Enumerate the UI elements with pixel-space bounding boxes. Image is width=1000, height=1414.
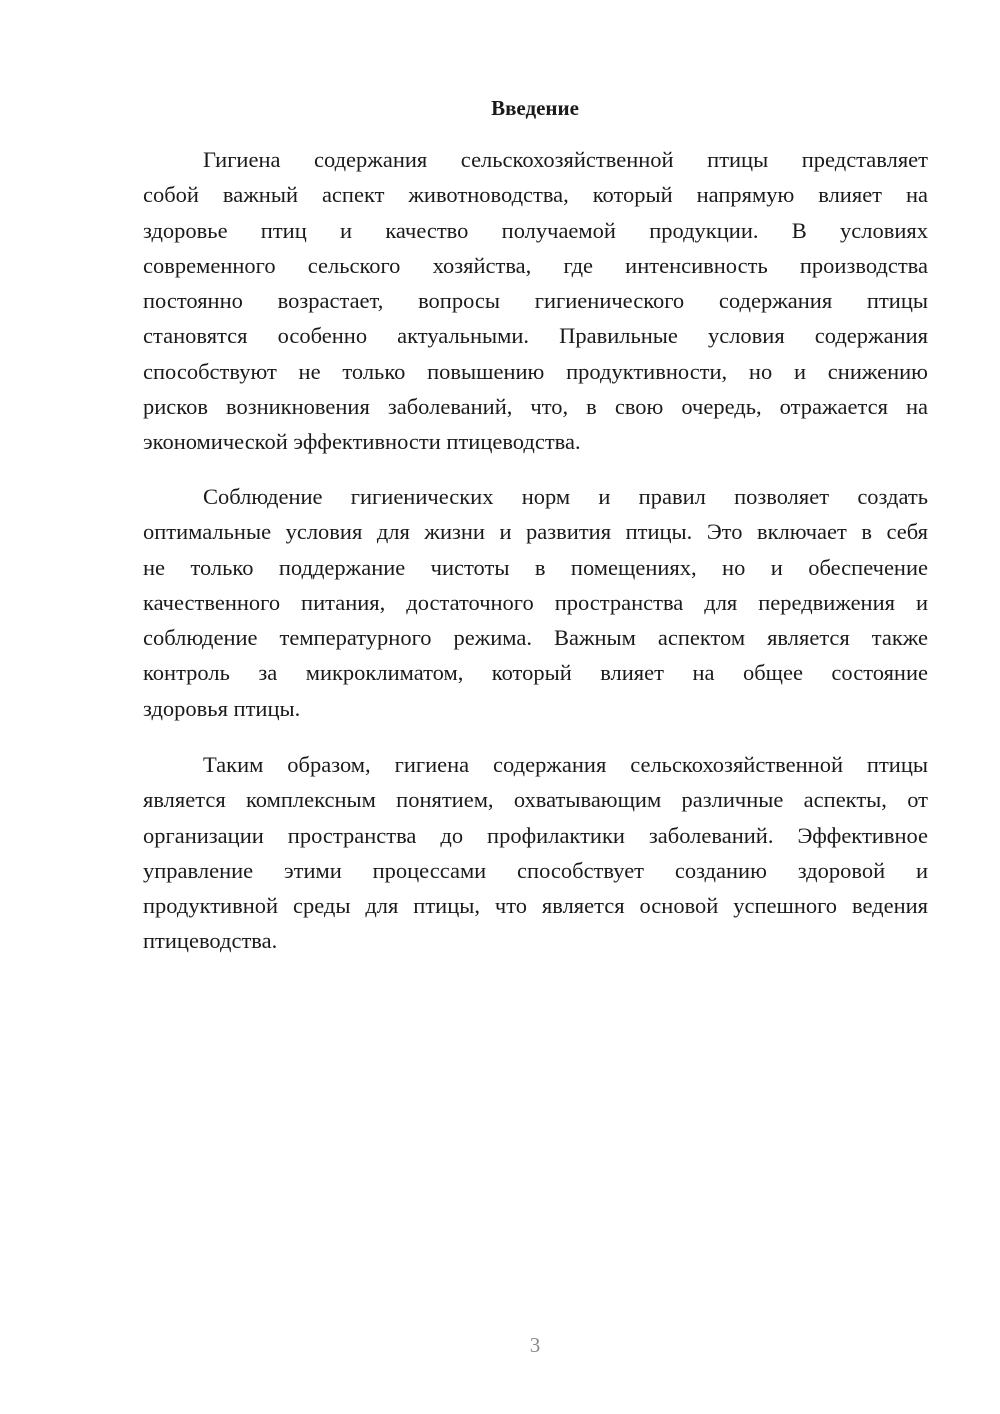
text-line: Таким образом, гигиена содержания сельскохозяйственной птицы [203, 752, 928, 777]
text-line: Соблюдение гигиенических норм и правил позволяет создать [203, 484, 928, 509]
text-line: управление этими процессами способствует созданию здоровой и [143, 857, 928, 883]
text-line: экономической эффективности птицеводства. [143, 429, 581, 455]
text-line: организации пространства до профилактики заболеваний. Эффективное [143, 822, 928, 848]
text-line: способствуют не только повышению продуктивности, но и снижению [143, 358, 928, 384]
paragraph-2 [143, 479, 928, 726]
text-line: контроль за микроклиматом, который влияет на общее состояние [143, 660, 928, 686]
section-heading: Введение [491, 96, 579, 120]
text-line: становятся особенно актуальными. Правильные условия содержания [143, 323, 928, 349]
text-line: постоянно возрастает, вопросы гигиенического содержания птицы [143, 288, 928, 314]
paragraph-1 [143, 142, 928, 460]
text-line: птицеводства. [143, 928, 278, 954]
text-line: не только поддержание чистоты в помещениях, но и обеспечение [143, 554, 928, 580]
paragraph-3 [143, 747, 928, 959]
page-number: 3 [529, 1333, 541, 1357]
text-line: современного сельского хозяйства, где интенсивность производства [143, 252, 928, 278]
text-line: рисков возникновения заболеваний, что, в свою очередь, отражается на [143, 394, 928, 420]
text-line: является комплексным понятием, охватывающим различные аспекты, от [143, 787, 928, 813]
text-line: качественного питания, достаточного пространства для передвижения и [143, 589, 928, 615]
text-line: оптимальные условия для жизни и развития птицы. Это включает в себя [143, 519, 928, 545]
text-line: продуктивной среды для птицы, что является основой успешного ведения [143, 893, 928, 919]
text-line: Гигиена содержания сельскохозяйственной птицы представляет [203, 147, 928, 172]
text-line: соблюдение температурного режима. Важным аспектом является также [143, 625, 928, 651]
text-line: собой важный аспект животноводства, который напрямую влияет на [143, 182, 928, 208]
text-line: здоровье птиц и качество получаемой продукции. В условиях [143, 217, 928, 243]
text-line: здоровья птицы. [143, 695, 301, 721]
